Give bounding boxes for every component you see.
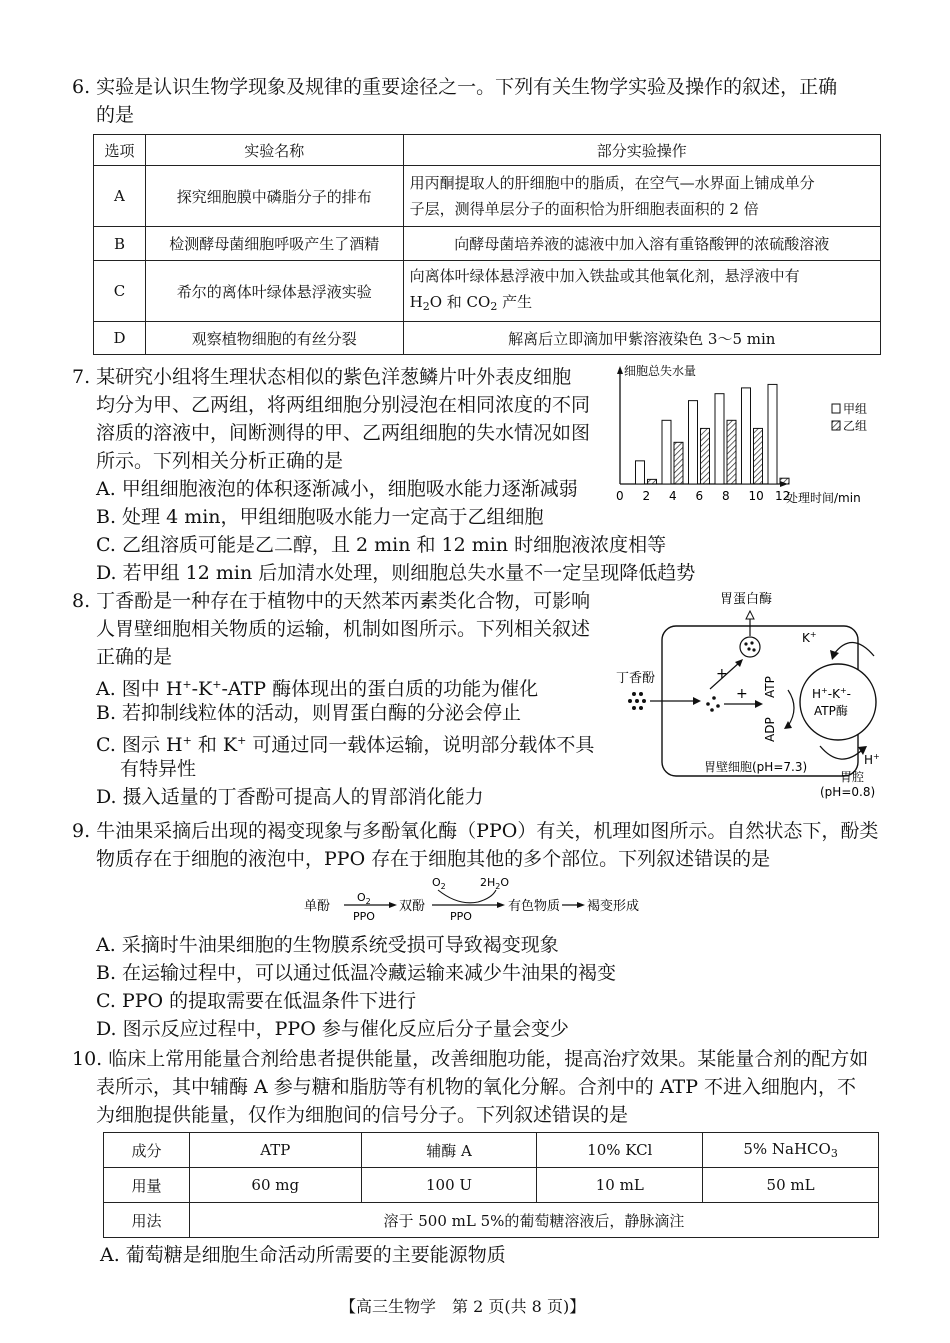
- ingredient-nahco3: 5% NaHCO$_3$: [703, 1133, 879, 1168]
- bar-yi: [780, 478, 789, 484]
- bar-jia: [715, 394, 724, 484]
- y-axis-arrow: [617, 366, 623, 374]
- q9-option-d: D. 图示反应过程中，PPO 参与催化反应后分子量会变少: [96, 1018, 569, 1040]
- eugenol-dots: [628, 692, 646, 710]
- o2-label: $O_2$: [357, 891, 371, 906]
- ingredient-kcl: 10% KCl: [537, 1133, 703, 1168]
- row-a-option: A: [94, 166, 146, 227]
- legend-swatch-yi: [832, 421, 840, 430]
- page-footer: 【高三生物学 第 2 页(共 8 页)】: [340, 1297, 586, 1316]
- bar-jia: [768, 384, 777, 484]
- q8-stem-3: 正确的是: [96, 646, 173, 668]
- bar-jia: [742, 388, 751, 484]
- colored-substance: 有色物质: [508, 899, 561, 914]
- q7-option-b: B. 处理 4 min，甲组细胞吸水能力一定高于乙组细胞: [96, 506, 544, 528]
- lumen-ph-label: (pH=0.8): [820, 785, 876, 799]
- h-k-atpase: [800, 664, 876, 740]
- bar-jia: [689, 401, 698, 484]
- row-a-operation: [403, 166, 880, 227]
- dosage-kcl: 10 mL: [537, 1168, 703, 1203]
- header-option: 选项: [94, 135, 146, 166]
- q8-option-b: B. 若抑制线粒体的活动，则胃蛋白酶的分泌会停止: [96, 702, 522, 724]
- q8-stem-1: 8. 丁香酚是一种存在于植物中的天然苯丙素类化合物，可影响: [72, 590, 591, 612]
- row-c-op-line2: $H_2O$ 和 $CO_2$ 产生: [409, 292, 533, 313]
- q10-option-a: A. 葡萄糖是细胞生命活动所需要的主要能源物质: [100, 1244, 506, 1266]
- x-tick-label: 0: [616, 489, 624, 503]
- usage-value: 溶于 500 mL 5%的葡萄糖溶液后，静脉滴注: [189, 1203, 878, 1238]
- o2-h2o-curve: [438, 890, 496, 903]
- plus-sign-1: +: [716, 666, 728, 682]
- row-a-op-line2: 子层，测得单层分子的面积恰为肝细胞表面积的 2 倍: [409, 200, 759, 218]
- x-tick-label: 10: [748, 489, 764, 503]
- water-loss-bar-chart: [598, 362, 890, 510]
- x-tick-label: 4: [669, 489, 677, 503]
- browning-result: 褐变形成: [587, 899, 640, 914]
- q9-option-a: A. 采摘时牛油果细胞的生物膜系统受损可导致褐变现象: [96, 934, 559, 956]
- eugenol-label: 丁香酚: [616, 671, 656, 686]
- o2b-label: $O_2$: [432, 876, 446, 891]
- gastric-cell-diagram: [612, 586, 892, 804]
- di-phenol: 双酚: [399, 899, 426, 914]
- row-c-operation: [403, 261, 880, 322]
- bar-yi: [674, 442, 683, 484]
- bar-yi: [754, 428, 763, 484]
- row-c-op-line1: 向离体叶绿体悬浮液中加入铁盐或其他氧化剂，悬浮液中有: [409, 266, 800, 285]
- bar-yi: [727, 420, 736, 484]
- row-d-name: 观察植物细胞的有丝分裂: [145, 322, 403, 355]
- browning-flow-diagram: [300, 872, 660, 924]
- ppo-label-2: PPO: [450, 910, 472, 923]
- dosage-atp: 60 mg: [189, 1168, 361, 1203]
- bar-yi: [648, 479, 657, 484]
- enzyme-label-2: ATP酶: [814, 704, 848, 718]
- ingredient-atp: ATP: [189, 1133, 361, 1168]
- q8-option-d: D. 摄入适量的丁香酚可提高人的胃部消化能力: [96, 786, 484, 808]
- x-tick-label: 12: [775, 489, 791, 503]
- q9-stem-2: 物质存在于细胞的液泡中，PPO 存在于细胞其他的多个部位。下列叙述错误的是: [96, 848, 771, 870]
- legend-label-jia: 甲组: [843, 402, 868, 416]
- q7-stem-3: 溶质的溶液中，间断测得的甲、乙两组细胞的失水情况如图: [96, 422, 591, 444]
- cell-label: 胃壁细胞(pH=7.3): [704, 760, 808, 774]
- q9-option-c: C. PPO 的提取需要在低温条件下进行: [96, 990, 417, 1012]
- h2o-label: $2H_2O$: [480, 876, 510, 891]
- pepsin-label: 胃蛋白酶: [720, 592, 773, 607]
- q8-option-a: A. 图中 H+-K+-ATP 酶体现出的蛋白质的功能为催化: [96, 678, 539, 700]
- pepsin-vesicle: [740, 637, 760, 657]
- q7-option-c: C. 乙组溶质可能是乙二醇，且 2 min 和 12 min 时细胞液浓度相等: [96, 534, 667, 556]
- bar-jia: [636, 461, 645, 484]
- q8-stem-2: 人胃壁细胞相关物质的运输，机制如图所示。下列相关叙述: [96, 618, 591, 640]
- q9-option-b: B. 在运输过程中，可以通过低温冷藏运输来减少牛油果的褐变: [96, 962, 617, 984]
- legend-swatch-jia: [832, 404, 840, 413]
- q7-stem-2: 均分为甲、乙两组，将两组细胞分别浸泡在相同浓度的不同: [96, 394, 591, 416]
- q10-stem-2: 表所示，其中辅酶 A 参与糖和脂肪等有机物的氧化分解。合剂中的 ATP 不进入细胞内，不: [96, 1076, 857, 1098]
- atp-label: ATP: [763, 676, 777, 698]
- q6-table: [93, 134, 881, 355]
- dosage-nahco3: 50 mL: [703, 1168, 879, 1203]
- q7-option-d: D. 若甲组 12 min 后加清水处理，则细胞总失水量不一定呈现降低趋势: [96, 562, 696, 584]
- q7-stem-4: 所示。下列相关分析正确的是: [96, 450, 344, 472]
- row-c-option: C: [94, 261, 146, 322]
- lumen-label: 胃腔: [840, 770, 865, 784]
- row-a-op-line1: 用丙酮提取人的肝细胞中的脂质，在空气—水界面上铺成单分: [409, 174, 815, 192]
- x-tick-label: 6: [695, 489, 704, 503]
- energy-mixture-table: [103, 1132, 879, 1238]
- x-axis-label: 处理时间/min: [786, 491, 861, 505]
- ppo-label-1: PPO: [353, 910, 375, 923]
- row-b-operation: 向酵母菌培养液的滤液中加入溶有重铬酸钾的浓硫酸溶液: [403, 227, 880, 261]
- header-operation: 部分实验操作: [403, 135, 880, 166]
- row-b-option: B: [94, 227, 146, 261]
- row-a-name: 探究细胞膜中磷脂分子的排布: [145, 166, 403, 227]
- q8-option-c: C. 图示 H+ 和 K+ 可通过同一载体运输，说明部分载体不具: [96, 734, 595, 756]
- ingredient-header: 成分: [104, 1133, 190, 1168]
- ingredient-coenzyme-a: 辅酶 A: [361, 1133, 537, 1168]
- q7-stem-1: 7. 某研究小组将生理状态相似的紫色洋葱鳞片叶外表皮细胞: [72, 366, 572, 388]
- x-tick-label: 8: [722, 489, 730, 503]
- adp-label: ADP: [763, 717, 777, 742]
- q8-option-c-cont: 有特异性: [120, 758, 197, 780]
- header-experiment: 实验名称: [145, 135, 403, 166]
- row-c-name: 希尔的离体叶绿体悬浮液实验: [145, 261, 403, 322]
- row-b-name: 检测酵母菌细胞呼吸产生了酒精: [145, 227, 403, 261]
- q10-stem-1: 10. 临床上常用能量合剂给患者提供能量，改善细胞功能，提高治疗效果。某能量合剂的配方如: [72, 1048, 869, 1070]
- k-label: K+: [802, 630, 817, 645]
- mono-phenol: 单酚: [304, 899, 331, 914]
- q6-stem-cont: 的是: [96, 104, 135, 126]
- usage-header: 用法: [104, 1203, 190, 1238]
- h-label: H+: [864, 752, 880, 767]
- q7-option-a: A. 甲组细胞液泡的体积逐渐减小，细胞吸水能力逐渐减弱: [96, 478, 578, 500]
- x-tick-label: 2: [642, 489, 651, 503]
- dosage-coenzyme-a: 100 U: [361, 1168, 537, 1203]
- q6-stem: 6. 实验是认识生物学现象及规律的重要途径之一。下列有关生物学实验及操作的叙述，正确: [72, 76, 838, 98]
- row-d-operation: 解离后立即滴加甲紫溶液染色 3～5 min: [403, 322, 880, 355]
- plus-sign-2: +: [736, 686, 748, 702]
- q10-stem-3: 为细胞提供能量，仅作为细胞间的信号分子。下列叙述错误的是: [96, 1104, 629, 1126]
- q9-stem-1: 9. 牛油果采摘后出现的褐变现象与多酚氧化酶（PPO）有关，机理如图所示。自然状态下，酚类: [72, 820, 879, 842]
- bar-yi: [701, 428, 710, 484]
- y-axis-label: 细胞总失水量: [624, 364, 697, 378]
- bar-jia: [662, 420, 671, 484]
- row-d-option: D: [94, 322, 146, 355]
- enzyme-label: H+-K+-: [812, 686, 851, 701]
- dosage-header: 用量: [104, 1168, 190, 1203]
- legend-label-yi: 乙组: [843, 419, 868, 433]
